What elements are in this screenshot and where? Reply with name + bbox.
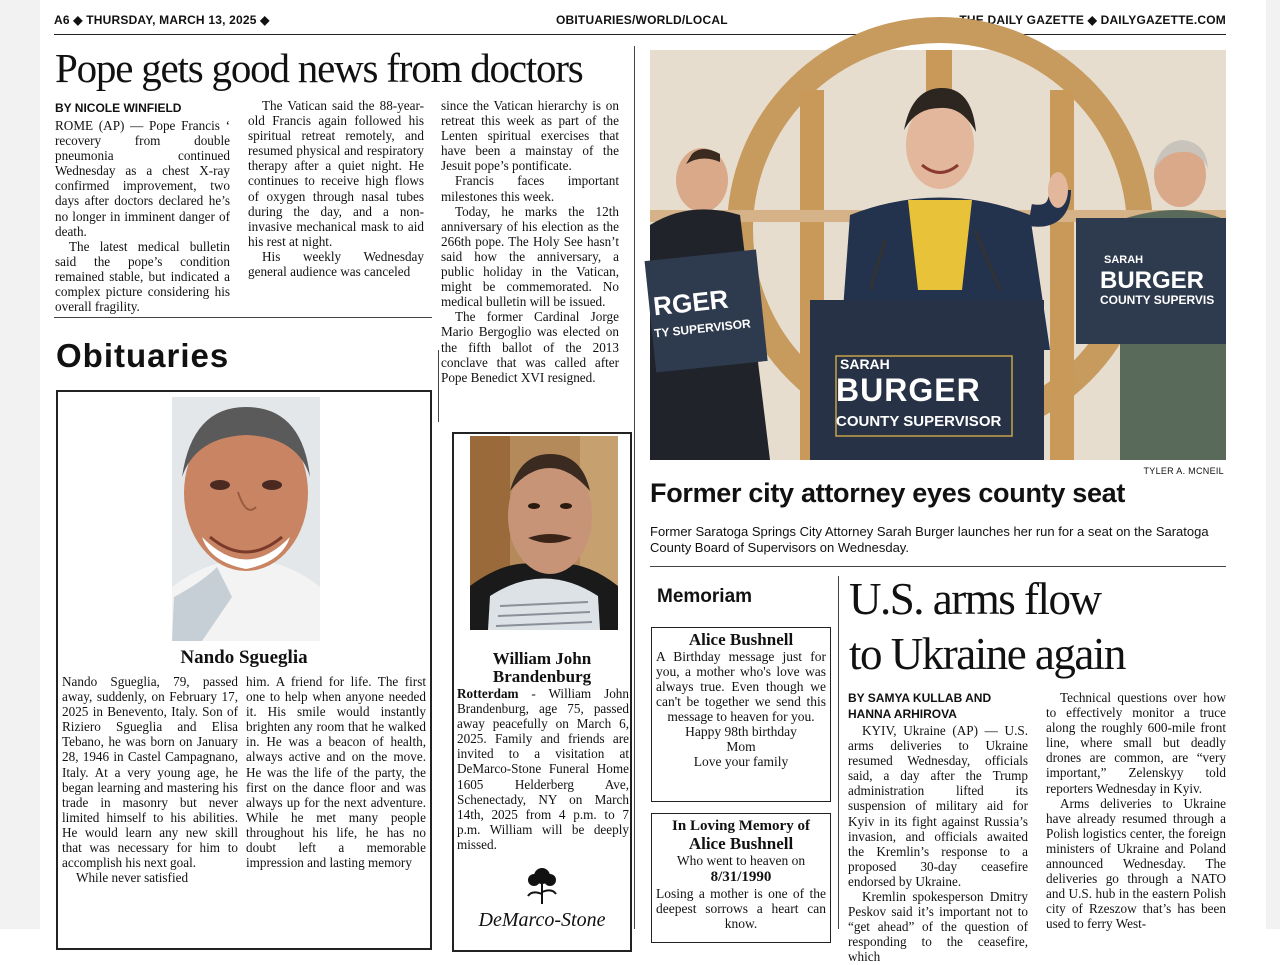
memoriam-body: Losing a mother is one of the deepest sorrows a heart can know.	[656, 886, 826, 931]
page-header	[54, 13, 1226, 33]
pope-column-1	[55, 118, 230, 315]
header-date: A6 ◆ THURSDAY, MARCH 13, 2025 ◆	[54, 13, 270, 27]
headline-line: to Ukraine again	[849, 629, 1125, 679]
pope-column-2	[248, 98, 424, 305]
memoriam-loving-memory-box	[651, 813, 831, 943]
byline-line: BY SAMYA KULLAB AND	[848, 691, 992, 705]
sign-text: SARAH	[1104, 254, 1144, 266]
ukraine-column-2	[1046, 690, 1226, 932]
attorney-headline: Former city attorney eyes county seat	[650, 478, 1126, 508]
photo-illustration	[650, 50, 1226, 460]
funeral-home-logo	[454, 864, 630, 932]
rose-icon	[512, 864, 572, 904]
obituary-nando-sgueglia	[56, 390, 432, 950]
paragraph	[457, 686, 629, 852]
paragraph: Kremlin spokesperson Dmitry Peskov said it’s important not to “get ahead” of the question of responding to the ceasefire, which	[848, 889, 1028, 965]
memoriam-title: In Loving Memory of	[672, 818, 810, 834]
memoriam-line: Mom	[726, 739, 756, 754]
ukraine-column-1	[848, 723, 1028, 965]
header-rule	[54, 34, 1226, 35]
podium-sign-role: COUNTY SUPERVISOR	[836, 413, 1002, 430]
william-portrait	[470, 436, 618, 630]
paragraph: Francis faces important milestones this week.	[441, 173, 619, 204]
nando-column-1	[62, 674, 238, 930]
memoriam-body: A Birthday message just for you, a mother who's love was always true. Even though we can't be together we send this message to heaven for you.	[656, 649, 826, 724]
header-section: OBITUARIES/WORLD/LOCAL	[556, 13, 728, 27]
ukraine-byline	[848, 690, 991, 722]
obituary-body: - William John Brandenburg, age 75, passed away peacefully on March 6, 2025. Family and friends are invited to a visitation at DeMarco-Stone Funeral Home 1605 Helderberg Ave, Schenectady, NY on March 14th, 2025 from 4 p.m. to 7 p.m. William will be deeply missed.	[457, 686, 629, 852]
funeral-home-name: DeMarco-Stone	[478, 909, 606, 931]
paragraph: Arms deliveries to Ukraine have already resumed through a Polish logistics center, the foreign ministers of Ukraine and Poland announced Wednesday. The deliveries go through a NATO and U.S. hub in the eastern Polish city of Rzeszow that’s has been used to ferry West-	[1046, 795, 1226, 932]
paragraph: Nando Sgueglia, 79, passed away, suddenly, on February 17, 2025 in Benevento, Italy. Son of Riziero Sgueglia and Elisa Tebano, he was born on January 28, 1946 in Castel Campagnano, Italy. At a very young age, he began learning and mastering his trade in masonry but never limited himself to his abilities. He would learn any new skill that was necessary for him to accomplish his next goal.	[62, 674, 238, 871]
campaign-photo	[650, 50, 1226, 460]
memoriam-birthday-box	[651, 627, 831, 802]
photo-credit: TYLER A. MCNEIL	[1143, 466, 1224, 476]
paragraph: The former Cardinal Jorge Mario Bergoglio was elected on the fifth ballot of the 2013 conclave that was called after Pope Benedict XVI resigned.	[441, 309, 619, 385]
portrait-illustration	[470, 436, 618, 630]
paragraph: ROME (AP) — Pope Francis ‘ recovery from double pneumonia continued Wednesday as a chest X-ray confirmed improvement, two days after doctors declared he’s no longer in imminent danger of death.	[55, 118, 230, 239]
william-text	[457, 686, 629, 866]
header-publication: THE DAILY GAZETTE ◆ DAILYGAZETTE.COM	[959, 13, 1226, 27]
memoriam-line: Who went to heaven on	[676, 853, 806, 868]
section-rule	[650, 566, 1226, 567]
pope-byline: BY NICOLE WINFIELD	[55, 101, 182, 115]
paragraph: since the Vatican hierarchy is on retreat this week as part of the Lenten spiritual exercises that have been a mainstay of the Jesuit pope’s pontificate.	[441, 98, 619, 174]
paragraph: The Vatican said the 88-year-old Francis again followed his spiritual retreat remotely, and resumed physical and respiratory therapy after a quiet night. He continues to receive high flows of oxygen through nasal tubes during the day, and a non-invasive mechanical mask to aid his rest at night.	[248, 98, 424, 249]
portrait-illustration	[172, 397, 320, 641]
podium-sign-last-name: BURGER	[836, 372, 981, 408]
paragraph: Today, he marks the 12th anniversary of his election as the 266th pope. The Holy See hasn’t said how the anniversary, a public holiday in the Vatican, might be commemorated. No medical bulletin will be issued.	[441, 203, 619, 310]
sign-text: TY SUPERVISOR	[653, 316, 752, 341]
column-divider	[438, 350, 439, 422]
memoriam-heading: Memoriam	[657, 586, 753, 607]
sign-text: RGER	[651, 283, 730, 322]
memoriam-name: Alice Bushnell	[688, 834, 794, 853]
obituary-place: Rotterdam	[457, 686, 519, 701]
memoriam-date: 8/31/1990	[710, 869, 772, 885]
paragraph: KYIV, Ukraine (AP) — U.S. arms deliveries to Ukraine resumed Wednesday, officials said, a day after the Trump administration lifted its suspension of military aid for Kyiv in its fight against Russia’s invasion, and officials awaited the Kremlin’s response to a proposed 30-day ceasefire endorsed by Ukraine.	[848, 723, 1028, 889]
sign-text: COUNTY SUPERVIS	[1100, 293, 1215, 307]
sign-text: BURGER	[1100, 267, 1205, 294]
paragraph: His weekly Wednesday general audience was canceled	[248, 248, 424, 280]
obituary-name: William John Brandenburg	[492, 649, 592, 686]
column-divider	[838, 576, 839, 929]
photo-caption: Former Saratoga Springs City Attorney Sarah Burger launches her run for a seat on the Saratoga County Board of Supervisors on Wednesday.	[650, 524, 1209, 555]
memoriam-line: Happy 98th birthday	[685, 724, 797, 739]
pope-headline: Pope gets good news from doctors	[55, 45, 583, 91]
column-divider	[634, 46, 635, 929]
headline-line: U.S. arms flow	[849, 574, 1101, 624]
paragraph: Technical questions over how to effectively monitor a truce along the roughly 600-mile front line, where small but deadly drones are common, are “very important,” Zelenskyy told reporters Wednesday in Kyiv.	[1046, 690, 1226, 796]
nando-column-2	[246, 674, 426, 930]
obituaries-heading: Obituaries	[56, 337, 230, 374]
nando-portrait	[172, 397, 320, 641]
obituary-name: Nando Sgueglia	[180, 647, 308, 668]
paragraph: him. A friend for life. The first one to help when anyone needed it. His smile would instantly brighten any room that he walked in. He was a beacon of health, always active and on the move. He was the life of the party, the first on the dance floor and was always up for the next adventure. While he met many people throughout his life, he has no doubt left a memorable impression and lasting memory	[246, 674, 426, 871]
podium-sign-first-name: SARAH	[840, 356, 890, 372]
byline-line: HANNA ARHIROVA	[848, 707, 957, 721]
paragraph: While never satisfied	[76, 870, 189, 886]
obituary-william-brandenburg	[452, 432, 632, 952]
page-margin-left	[0, 0, 40, 929]
memoriam-title: Alice Bushnell	[688, 630, 794, 649]
section-rule	[54, 317, 432, 318]
page-margin-right	[1266, 0, 1280, 929]
ukraine-headline	[849, 572, 1125, 682]
pope-column-3	[441, 98, 619, 408]
paragraph: The latest medical bulletin said the pope’s condition remained stable, but indicated a complex picture considering his overall fragility.	[55, 238, 230, 315]
memoriam-line: Love your family	[693, 754, 789, 769]
